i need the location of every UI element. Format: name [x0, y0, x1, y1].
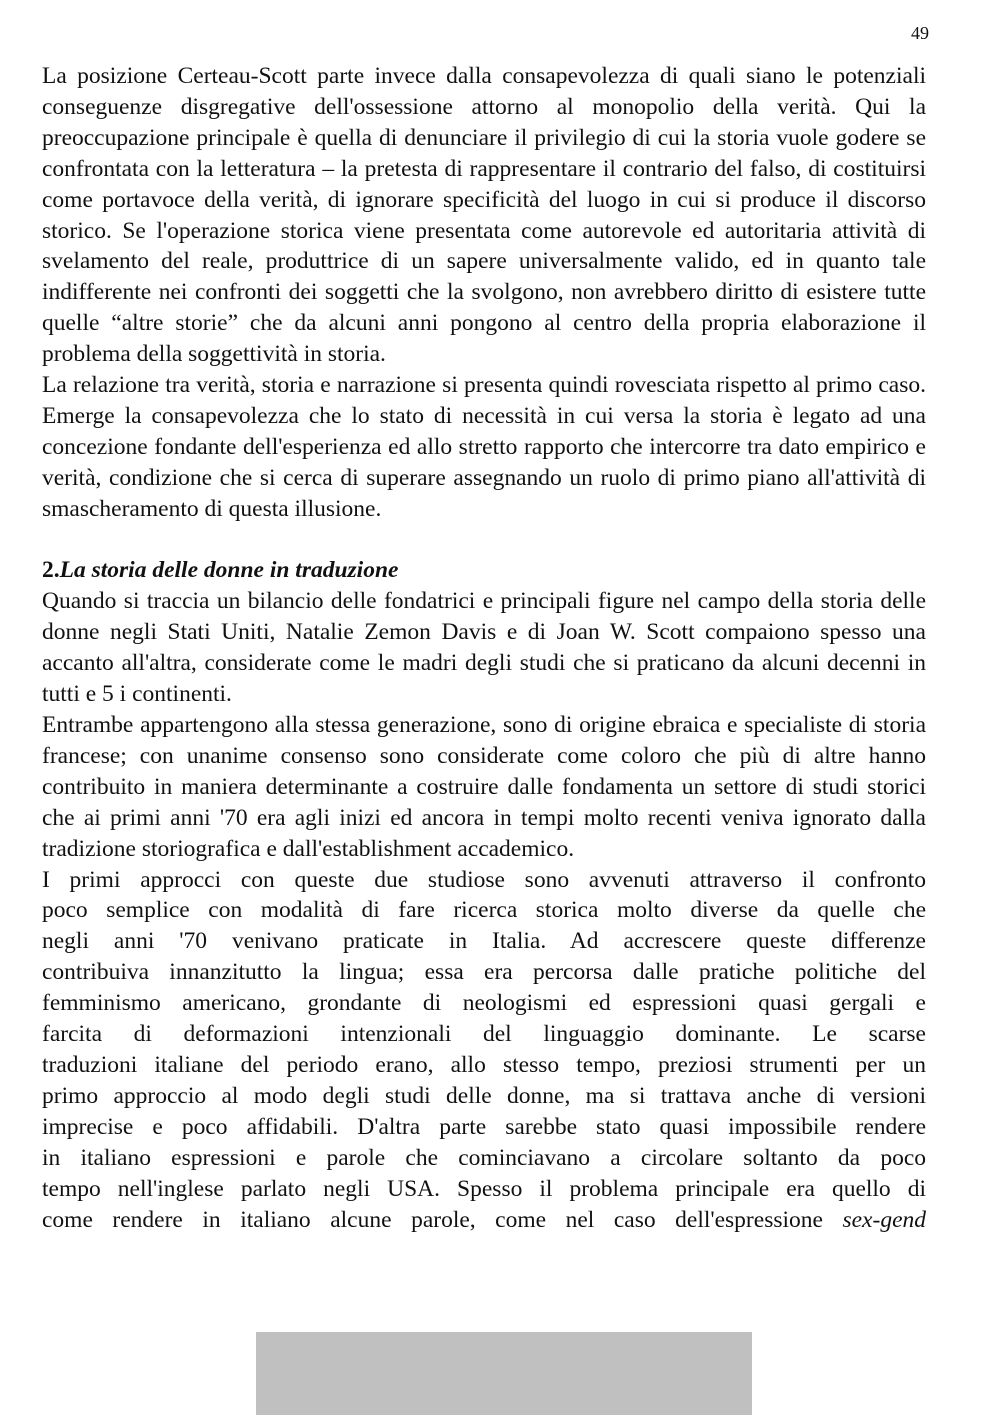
section-number: 2. [42, 557, 60, 584]
gray-overlay-box [256, 1332, 752, 1415]
body-paragraph: Entrambe appartengono alla stessa generazione, sono di origine ebraica e specialiste di storia francese; con unanime consenso sono considerate come coloro che più di altre hanno contribuito in maniera determinante a costruire dalle fondamenta un settore di studi storici che ai primi anni '70 era agli inizi ed ancora in tempi molto recenti veniva ignorato dalla tradizione storiografica e dall'establishment accademico. [42, 712, 926, 862]
text-line: contribuiva innanzitutto la lingua; essa era percorsa dalle pratiche politiche del [42, 959, 926, 986]
text-line: primo approccio al modo degli studi delle donne, ma si trattava anche di versioni [42, 1082, 926, 1109]
text-line: femminismo americano, grondante di neologismi ed espressioni quasi gergali e [42, 990, 926, 1017]
body-paragraph: Quando si traccia un bilancio delle fondatrici e principali figure nel campo della storia delle donne negli Stati Uniti, Natalie Zemon Davis e di Joan W. Scott compaiono spesso una accanto all'altra, considerate come le madri degli studi che si praticano da alcuni decenni in tutti e 5 i continenti. [42, 588, 926, 708]
text-line: imprecise e poco affidabili. D'altra parte sarebbe stato quasi impossibile rendere [42, 1113, 926, 1140]
text-line: poco semplice con modalità di fare ricerca storica molto diverse da quelle che [42, 897, 926, 924]
body-paragraph [42, 865, 926, 1236]
truncated-line-text: come rendere in italiano alcune parole, come nel caso dell'espressione [42, 1206, 843, 1233]
body-paragraph: La relazione tra verità, storia e narrazione si presenta quindi rovesciata rispetto al primo caso. Emerge la consapevolezza che lo stato di necessità in cui versa la storia è legato ad una concezione fondante dell'esperienza ed allo stretto rapporto che intercorre tra dato empirico e verità, condizione che si cerca di superare assegnando un ruolo di primo piano all'attività di smascheramento di questa illusione. [42, 372, 926, 522]
section-heading [42, 555, 926, 586]
text-line: I primi approcci con queste due studiose sono avvenuti attraverso il confronto [42, 866, 926, 893]
text-line: traduzioni italiane del periodo erano, allo stesso tempo, preziosi strumenti per un [42, 1051, 926, 1078]
body-paragraph: La posizione Certeau-Scott parte invece dalla consapevolezza di quali siano le potenziali conseguenze disgregative dell'ossessione attorno al monopolio della verità. Qui la preoccupazione principale è quella di denunciare il privilegio di cui la storia vuole godere se confrontata con la letteratura – la pretesta di rappresentare il contrario del falso, di costituirsi come portavoce della verità, di ignorare specificità del luogo in cui si produce il discorso storico. Se l'operazione storica viene presentata come autorevole ed autoritaria attività di svelamento del reale, produttrice di un sapere universalmente valido, ed in quanto tale indifferente nei confronti dei soggetti che la svolgono, non avrebbero diritto di esistere tutte quelle “altre storie” che da alcuni anni pongono al centro della propria elaborazione il problema della soggettività in storia. [42, 63, 926, 368]
text-line: farcita di deformazioni intenzionali del linguaggio dominante. Le scarse [42, 1021, 926, 1048]
page-number: 49 [911, 23, 929, 43]
paragraph-gap [42, 525, 926, 556]
document-body [42, 61, 926, 1235]
truncated-italic-term: sex-gend [842, 1206, 926, 1233]
text-line-truncated [42, 1205, 926, 1236]
text-line: in italiano espressioni e parole che cominciavano a circolare soltanto da poco [42, 1144, 926, 1171]
text-line: negli anni '70 venivano praticate in Italia. Ad accrescere queste differenze [42, 928, 926, 955]
section-title: La storia delle donne in traduzione [59, 557, 399, 584]
text-line: tempo nell'inglese parlato negli USA. Spesso il problema principale era quello di [42, 1175, 926, 1202]
